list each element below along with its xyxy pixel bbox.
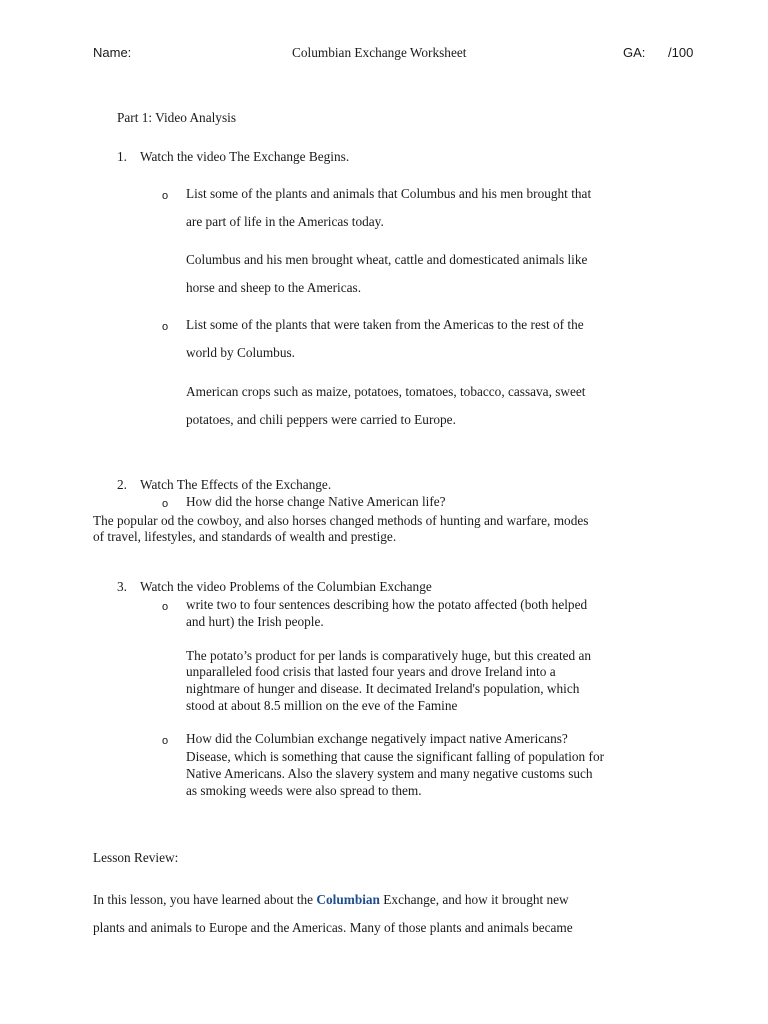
q2a-bullet: o bbox=[162, 498, 169, 510]
q3a-bullet: o bbox=[162, 601, 169, 613]
q1b-line1: List some of the plants that were taken from the Americas to the rest of the bbox=[186, 317, 584, 332]
q3b-bullet: o bbox=[162, 735, 169, 747]
page-title: Columbian Exchange Worksheet bbox=[292, 45, 467, 60]
columbian-highlight: Columbian bbox=[316, 892, 380, 907]
q3a-line2: and hurt) the Irish people. bbox=[186, 614, 324, 629]
q1b-bullet: o bbox=[162, 321, 169, 333]
q1b-answer-line1: American crops such as maize, potatoes, tomatoes, tobacco, cassava, sweet bbox=[186, 384, 586, 399]
q1b-line2: world by Columbus. bbox=[186, 345, 295, 360]
q1b-answer-line2: potatoes, and chili peppers were carried to Europe. bbox=[186, 412, 456, 427]
lesson-review-line2: plants and animals to Europe and the Americas. Many of those plants and animals became bbox=[93, 920, 573, 935]
q1a-line1: List some of the plants and animals that Columbus and his men brought that bbox=[186, 186, 592, 201]
q1a-bullet: o bbox=[162, 190, 169, 202]
grade-total: /100 bbox=[668, 45, 694, 60]
q3b-answer-line1: Disease, which is something that cause the significant falling of population for bbox=[186, 749, 605, 764]
q3a-answer-line2: unparalleled food crisis that lasted four years and drove Ireland into a bbox=[186, 664, 556, 679]
q2a-question: How did the horse change Native American life? bbox=[186, 494, 446, 509]
lesson-review-heading: Lesson Review: bbox=[93, 850, 179, 865]
name-label: Name: bbox=[93, 45, 132, 60]
q2-prompt: Watch The Effects of the Exchange. bbox=[140, 477, 332, 492]
q2-number: 2. bbox=[117, 477, 127, 492]
grade-label: GA: bbox=[623, 45, 646, 60]
lesson-review-line1-start: In this lesson, you have learned about the bbox=[93, 892, 317, 907]
q1a-answer-line1: Columbus and his men brought wheat, cattle and domesticated animals like bbox=[186, 252, 588, 267]
q1a-line2: are part of life in the Americas today. bbox=[186, 214, 384, 229]
q3a-answer-line3: nightmare of hunger and disease. It decimated Ireland's population, which bbox=[186, 681, 580, 696]
q3a-line1: write two to four sentences describing how the potato affected (both helped bbox=[186, 597, 588, 612]
q3-number: 3. bbox=[117, 579, 127, 594]
q3a-answer-line4: stood at about 8.5 million on the eve of the Famine bbox=[186, 698, 458, 713]
q1-number: 1. bbox=[117, 149, 127, 164]
q3a-answer-line1: The potato’s product for per lands is comparatively huge, but this created an bbox=[186, 648, 592, 663]
lesson-review-line1-end: Exchange, and how it brought new bbox=[379, 892, 569, 907]
q2-answer-line2: of travel, lifestyles, and standards of wealth and prestige. bbox=[93, 529, 397, 544]
q3b-answer-line3: as smoking weeds were also spread to them. bbox=[186, 783, 422, 798]
q1a-answer-line2: horse and sheep to the Americas. bbox=[186, 280, 362, 295]
lesson-review-line1 bbox=[93, 892, 569, 908]
q2-answer-line1: The popular od the cowboy, and also horses changed methods of hunting and warfare, modes bbox=[93, 513, 589, 528]
part1-heading: Part 1: Video Analysis bbox=[117, 110, 236, 125]
q3-prompt: Watch the video Problems of the Columbian Exchange bbox=[140, 579, 432, 594]
q3b-answer-line2: Native Americans. Also the slavery system and many negative customs such bbox=[186, 766, 593, 781]
q1-prompt: Watch the video The Exchange Begins. bbox=[140, 149, 350, 164]
q3b-question: How did the Columbian exchange negatively impact native Americans? bbox=[186, 731, 568, 746]
